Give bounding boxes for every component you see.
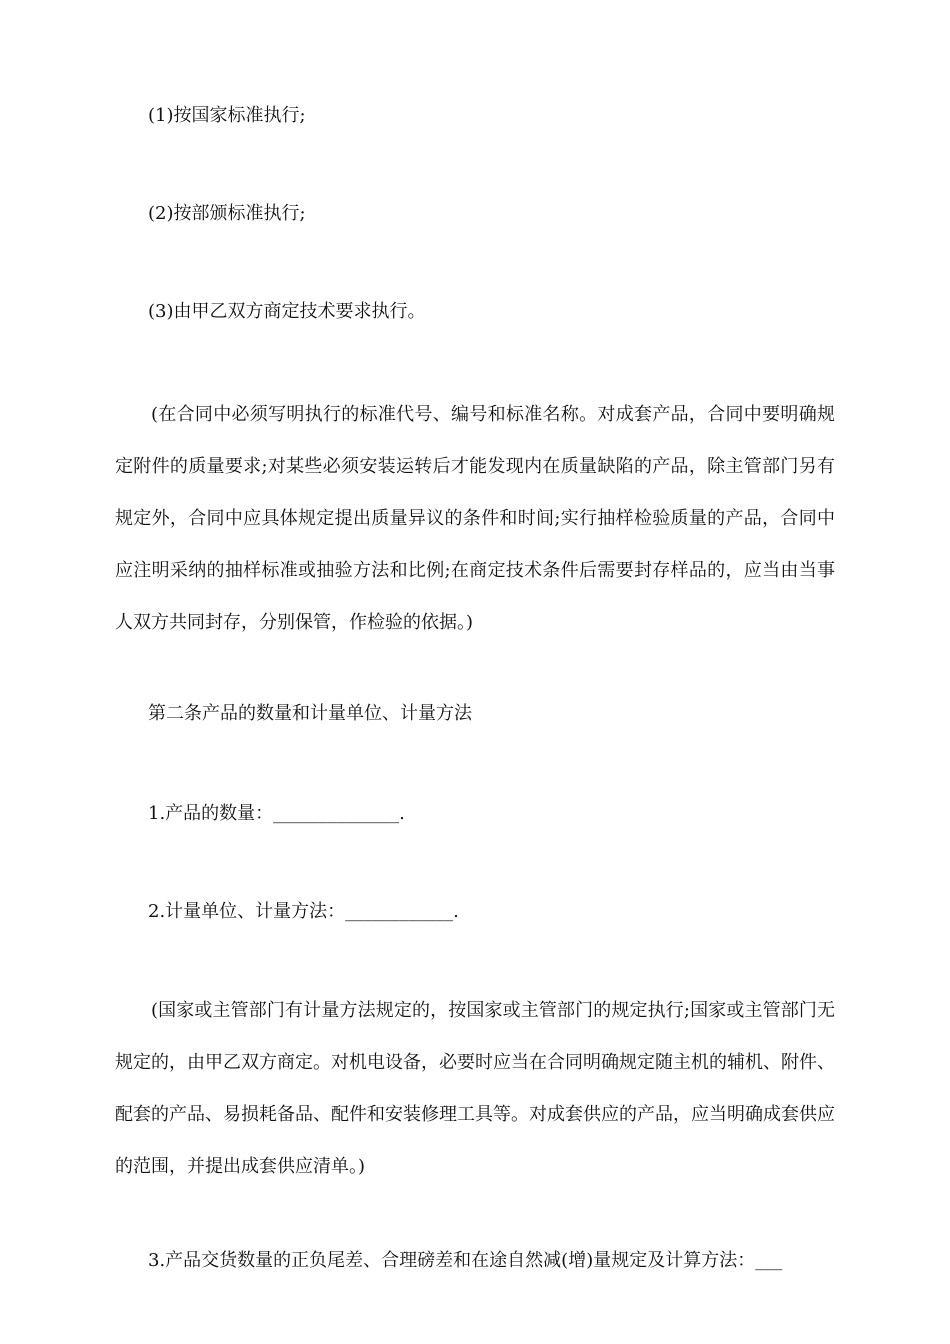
measurement-note-paragraph: (国家或主管部门有计量方法规定的，按国家或主管部门的规定执行;国家或主管部门无规定的，由甲乙双方商定。对机电设备，必要时应当在合同明确规定随主机的辅机、附件、配套的产品、易损耗备品、配件和安装修理工具等。对成套供应的产品，应当明确成套供应的范围，并提出成套供应清单。) (115, 1000, 835, 1177)
quality-note-paragraph: (在合同中必须写明执行的标准代号、编号和标准名称。对成套产品，合同中要明确规定附件的质量要求;对某些必须安装运转后才能发现内在质量缺陷的产品，除主管部门另有规定外，合同中应具体规定提出质量异议的条件和时间;实行抽样检验质量的产品，合同中应注明采纳的抽样标准或抽验方法和比例;在商定技术条件后需要封存样品的，应当由当事人双方共同封存，分别保管，作检验的依据。) (115, 404, 835, 633)
standard-option-3: (3)由甲乙双方商定技术要求执行。 (148, 301, 426, 322)
measurement-unit-item: 2.计量单位、计量方法：____________. (148, 901, 459, 922)
article-2-heading: 第二条产品的数量和计量单位、计量方法 (148, 703, 472, 724)
quantity-item: 1.产品的数量：______________. (148, 803, 405, 824)
tolerance-item: 3.产品交货数量的正负尾差、合理磅差和在途自然减(增)量规定及计算方法：___ (148, 1250, 783, 1271)
standard-option-1: (1)按国家标准执行; (148, 105, 306, 126)
standard-option-2: (2)按部颁标准执行; (148, 203, 306, 224)
